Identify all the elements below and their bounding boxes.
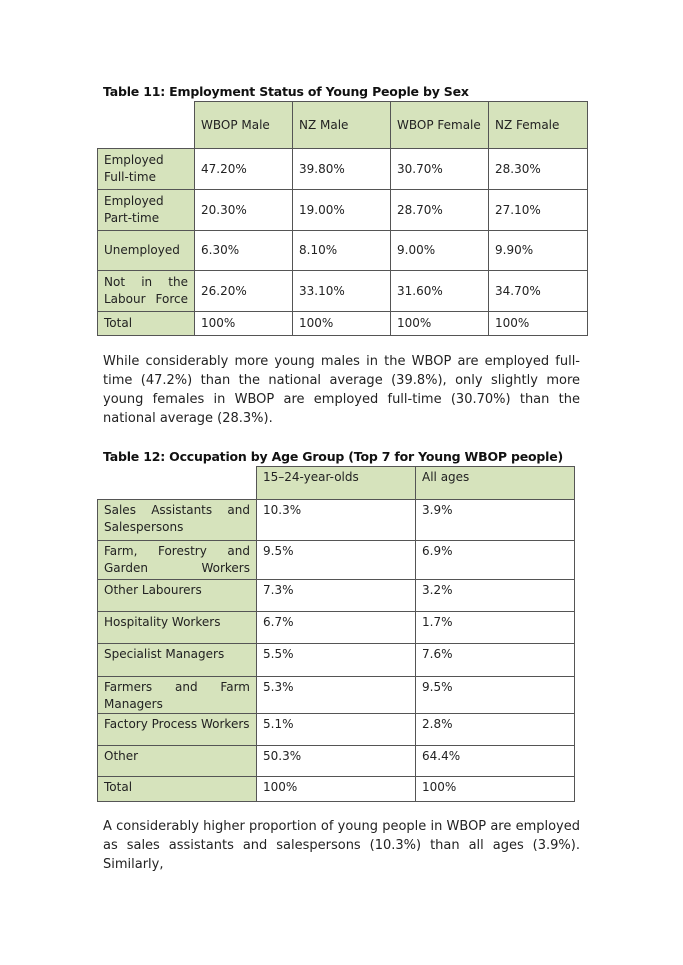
table-cell: 39.80% [293,149,391,190]
header-cell: NZ Female [489,102,588,149]
table-cell: 1.7% [416,612,575,644]
table-cell: 9.5% [257,541,416,580]
paragraph-employment: While considerably more young males in the WBOP are employed full-time (47.2%) than the national average (39.8%), only slightly more young females in WBOP are employed full-time (30.70%) than the national average (28.3%). [103,354,580,426]
table-cell: 50.3% [257,746,416,777]
table-cell: 9.00% [391,231,489,271]
table-row [98,612,575,644]
table-cell: 19.00% [293,190,391,231]
table-row [98,714,575,746]
table-cell: 27.10% [489,190,588,231]
table-cell: 10.3% [257,500,416,541]
table-cell: 3.9% [416,500,575,541]
table-row [98,231,588,271]
table-row [98,271,588,312]
header-cell: WBOP Male [195,102,293,149]
row-label: Other Labourers [98,580,257,612]
row-label: Total [98,312,195,336]
table-cell: 64.4% [416,746,575,777]
table-row [98,149,588,190]
table-cell: 2.8% [416,714,575,746]
table-cell: 100% [293,312,391,336]
header-cell: All ages [416,467,575,500]
occupation-table [97,466,575,802]
table-cell: 5.5% [257,644,416,677]
table-cell: 20.30% [195,190,293,231]
row-label: Sales Assistants and Salespersons [98,500,257,541]
table-cell: 6.9% [416,541,575,580]
row-label: Specialist Managers [98,644,257,677]
table-cell: 9.90% [489,231,588,271]
table-cell: 100% [391,312,489,336]
table-row [98,312,588,336]
table-cell: 7.6% [416,644,575,677]
table-cell: 31.60% [391,271,489,312]
table-cell: 100% [195,312,293,336]
table-row [98,541,575,580]
table-row [98,644,575,677]
header-cell: WBOP Female [391,102,489,149]
row-label: Total [98,777,257,802]
row-label: Employed Part-time [98,190,195,231]
row-label: Not in the Labour Force [98,271,195,312]
table-cell: 100% [257,777,416,802]
table-row [98,580,575,612]
table-cell: 47.20% [195,149,293,190]
table-row [98,777,575,802]
row-label: Factory Process Workers [98,714,257,746]
row-label: Hospitality Workers [98,612,257,644]
table-cell: 100% [416,777,575,802]
table12-caption: Table 12: Occupation by Age Group (Top 7 for Young WBOP people) [103,449,564,464]
header-cell: 15–24-year-olds [257,467,416,500]
row-label: Farm, Forestry and Garden Workers [98,541,257,580]
table-cell: 6.7% [257,612,416,644]
table-cell: 9.5% [416,677,575,714]
table-row [98,190,588,231]
table-cell: 26.20% [195,271,293,312]
table-cell: 33.10% [293,271,391,312]
table-cell: 34.70% [489,271,588,312]
table-row [98,500,575,541]
header-cell: NZ Male [293,102,391,149]
table-cell: 3.2% [416,580,575,612]
table-cell: 8.10% [293,231,391,271]
employment-status-table [97,101,588,336]
table-cell: 28.30% [489,149,588,190]
table-cell: 5.1% [257,714,416,746]
table-header-row [98,102,588,149]
table-row [98,677,575,714]
paragraph-occupation: A considerably higher proportion of young people in WBOP are employed as sales assistants and salespersons (10.3%) than all ages (3.9%). Similarly, [103,819,580,872]
table-cell: 28.70% [391,190,489,231]
table11-caption: Table 11: Employment Status of Young People by Sex [103,84,469,99]
table-cell: 6.30% [195,231,293,271]
header-cell-blank [98,102,195,149]
table-cell: 5.3% [257,677,416,714]
header-cell-blank [98,467,257,500]
row-label: Other [98,746,257,777]
row-label: Unemployed [98,231,195,271]
table-cell: 100% [489,312,588,336]
table-cell: 7.3% [257,580,416,612]
row-label: Employed Full-time [98,149,195,190]
table-row [98,746,575,777]
row-label: Farmers and Farm Managers [98,677,257,714]
table-cell: 30.70% [391,149,489,190]
table-header-row [98,467,575,500]
